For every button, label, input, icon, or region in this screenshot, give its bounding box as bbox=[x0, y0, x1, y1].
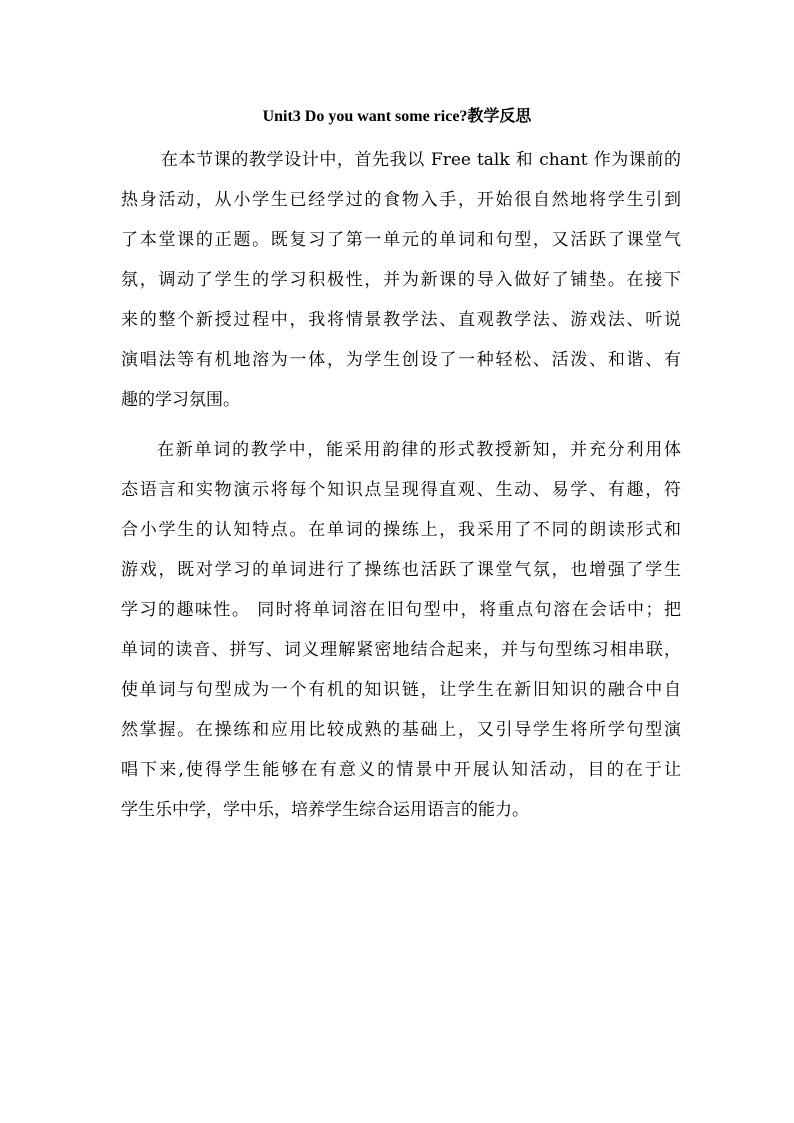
paragraph-line: 学生乐中学，学中乐，培养学生综合运用语言的能力。 bbox=[121, 800, 529, 820]
paragraph-line: 演唱法等有机地溶为一体，为学生创设了一种轻松、活泼、和谐、有 bbox=[121, 350, 681, 370]
paragraph-line: 使单词与句型成为一个有机的知识链，让学生在新旧知识的融合中自 bbox=[121, 680, 681, 700]
paragraph-line: 氛，调动了学生的学习积极性，并为新课的导入做好了铺垫。在接下 bbox=[121, 270, 681, 290]
paragraph-line: 热身活动，从小学生已经学过的食物入手，开始很自然地将学生引到 bbox=[121, 190, 681, 210]
paragraph-line: 单词的读音、拼写、词义理解紧密地结合起来，并与句型练习相串联， bbox=[121, 640, 681, 660]
paragraph-line: 了本堂课的正题。既复习了第一单元的单词和句型，又活跃了课堂气 bbox=[121, 230, 681, 250]
paragraph-line: 态语言和实物演示将每个知识点呈现得直观、生动、易学、有趣，符 bbox=[121, 480, 681, 500]
paragraph-line: 游戏，既对学习的单词进行了操练也活跃了课堂气氛，也增强了学生 bbox=[121, 560, 681, 580]
paragraph-line: 合小学生的认知特点。在单词的操练上，我采用了不同的朗读形式和 bbox=[121, 520, 681, 540]
document-title: Unit3 Do you want some rice?教学反思 bbox=[262, 108, 532, 125]
paragraph-line: 来的整个新授过程中，我将情景教学法、直观教学法、游戏法、听说 bbox=[121, 310, 681, 330]
paragraph-2 bbox=[121, 430, 681, 830]
paragraph-line: 在新单词的教学中，能采用韵律的形式教授新知，并充分利用体 bbox=[157, 440, 681, 460]
paragraph-line: 唱下来,使得学生能够在有意义的情景中开展认知活动，目的在于让 bbox=[121, 760, 681, 780]
paragraph-line: 然掌握。在操练和应用比较成熟的基础上，又引导学生将所学句型演 bbox=[121, 720, 681, 740]
paragraph-line: 趣的学习氛围。 bbox=[121, 390, 240, 410]
paragraph-line: 在本节课的教学设计中，首先我以 Free talk 和 chant 作为课前的 bbox=[161, 150, 681, 170]
paragraph-line: 学习的趣味性。 同时将单词溶在旧句型中，将重点句溶在会话中；把 bbox=[121, 600, 681, 620]
paragraph-1 bbox=[121, 140, 681, 420]
